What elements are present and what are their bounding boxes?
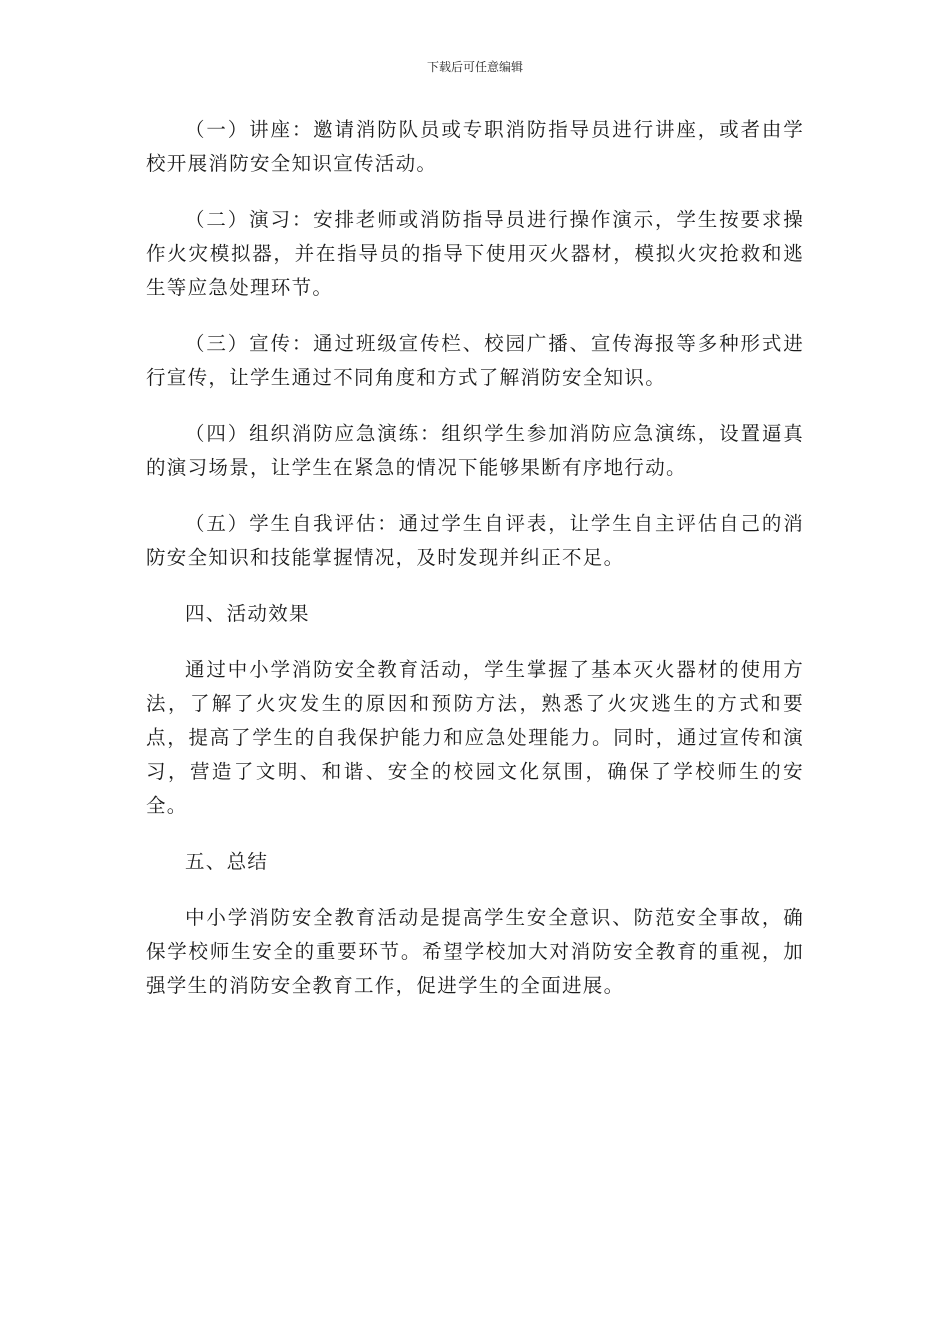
paragraph-summary: 中小学消防安全教育活动是提高学生安全意识、防范安全事故，确保学校师生安全的重要环节。希望学校加大对消防安全教育的重视，加强学生的消防安全教育工作，促进学生的全面进展。 — [146, 906, 804, 997]
paragraph-publicity: （三）宣传：通过班级宣传栏、校园广播、宣传海报等多种形式进行宣传，让学生通过不同角度和方式了解消防安全知识。 — [146, 332, 804, 389]
section-heading-effects: 四、活动效果 — [185, 602, 310, 625]
section-heading-summary: 五、总结 — [185, 850, 269, 873]
paragraph-self-assessment: （五）学生自我评估：通过学生自评表，让学生自主评估自己的消防安全知识和技能掌握情况，及时发现并纠正不足。 — [146, 512, 804, 569]
paragraph-drill: （二）演习：安排老师或消防指导员进行操作演示，学生按要求操作火灾模拟器，并在指导员的指导下使用灭火器材，模拟火灾抢救和逃生等应急处理环节。 — [146, 208, 804, 299]
document-body — [146, 113, 804, 1025]
page-header-note: 下载后可任意编辑 — [426, 60, 523, 74]
paragraph-effects: 通过中小学消防安全教育活动，学生掌握了基本灭火器材的使用方法，了解了火灾发生的原因和预防方法，熟悉了火灾逃生的方式和要点，提高了学生的自我保护能力和应急处理能力。同时，通过宣传和演习，营造了文明、和谐、安全的校园文化氛围，确保了学校师生的安全。 — [146, 658, 804, 817]
paragraph-lecture: （一）讲座：邀请消防队员或专职消防指导员进行讲座，或者由学校开展消防安全知识宣传活动。 — [146, 118, 804, 175]
paragraph-emergency-exercise: （四）组织消防应急演练：组织学生参加消防应急演练，设置逼真的演习场景，让学生在紧急的情况下能够果断有序地行动。 — [146, 422, 804, 479]
